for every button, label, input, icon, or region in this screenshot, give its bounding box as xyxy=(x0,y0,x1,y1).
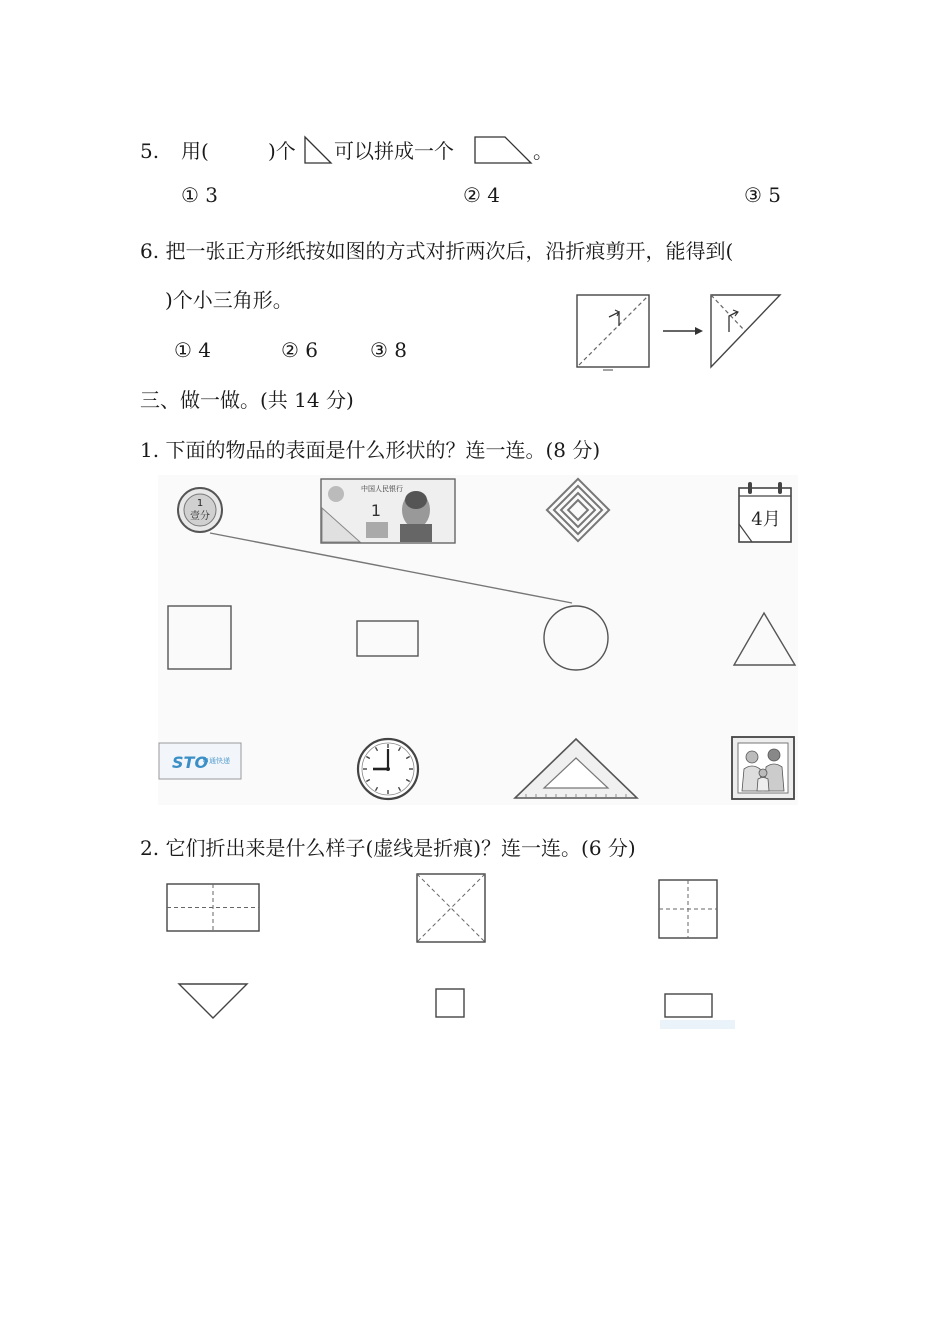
result-small-rectangle[interactable] xyxy=(663,992,715,1020)
courier-name: 申通快递 xyxy=(202,757,230,765)
result-small-square[interactable] xyxy=(434,987,466,1019)
banknote-header: 中国人民银行 xyxy=(361,485,403,493)
q5-text-b: )个 xyxy=(268,139,296,163)
folding-diagram xyxy=(575,290,790,370)
q5-text-c: 可以拼成一个 xyxy=(334,139,454,163)
q5-option-2[interactable]: ② 4 xyxy=(463,183,501,207)
calendar-icon[interactable] xyxy=(736,480,794,544)
clock-icon[interactable] xyxy=(355,736,421,802)
courier-card-icon[interactable] xyxy=(158,742,244,782)
q5-line xyxy=(140,137,159,165)
shape-rectangle[interactable] xyxy=(355,619,421,659)
calendar-text: 4月 xyxy=(751,509,781,530)
paper-rect-cross-fold[interactable] xyxy=(165,882,261,934)
shape-triangle[interactable] xyxy=(732,610,798,668)
courier-logo: STO xyxy=(172,753,209,772)
q5-option-3[interactable]: ③ 5 xyxy=(744,183,782,207)
q6-line2: )个小三角形。 xyxy=(165,288,293,312)
shape-square[interactable] xyxy=(166,604,234,672)
q6-option-2[interactable]: ② 6 xyxy=(281,338,319,362)
trapezoid-icon xyxy=(473,135,535,165)
q5-text-a: 用( xyxy=(181,139,209,163)
q3-2-title: 2. 它们折出来是什么样子(虚线是折痕)？连一连。(6 分) xyxy=(140,836,636,860)
section3-heading: 三、做一做。(共 14 分) xyxy=(140,388,354,412)
q6-option-3[interactable]: ③ 8 xyxy=(370,338,408,362)
right-triangle-icon xyxy=(303,135,333,165)
q6-line1: 6. 把一张正方形纸按如图的方式对折两次后，沿折痕剪开，能得到( xyxy=(140,239,734,263)
banknote-digit: 1 xyxy=(370,501,382,520)
example-match-line xyxy=(200,525,600,605)
shape-circle[interactable] xyxy=(541,603,611,673)
q3-1-title: 1. 下面的物品的表面是什么形状的？连一连。(8 分) xyxy=(140,438,601,462)
set-square-icon[interactable] xyxy=(512,736,640,802)
coin-text: 壹分 xyxy=(190,511,210,522)
photo-frame-icon[interactable] xyxy=(730,735,796,801)
q5-text-d: 。 xyxy=(533,139,553,163)
coin-digit: 1 xyxy=(196,498,204,509)
paper-square-diagonal-fold[interactable] xyxy=(415,872,487,944)
paper-square-cross-fold[interactable] xyxy=(657,878,719,940)
square-paper-icon xyxy=(577,295,649,367)
result-triangle[interactable] xyxy=(177,982,249,1022)
scan-artifact xyxy=(660,1020,735,1029)
q6-option-1[interactable]: ① 4 xyxy=(174,338,212,362)
q5-number: 5. xyxy=(140,139,160,163)
q5-option-1[interactable]: ① 3 xyxy=(181,183,219,207)
